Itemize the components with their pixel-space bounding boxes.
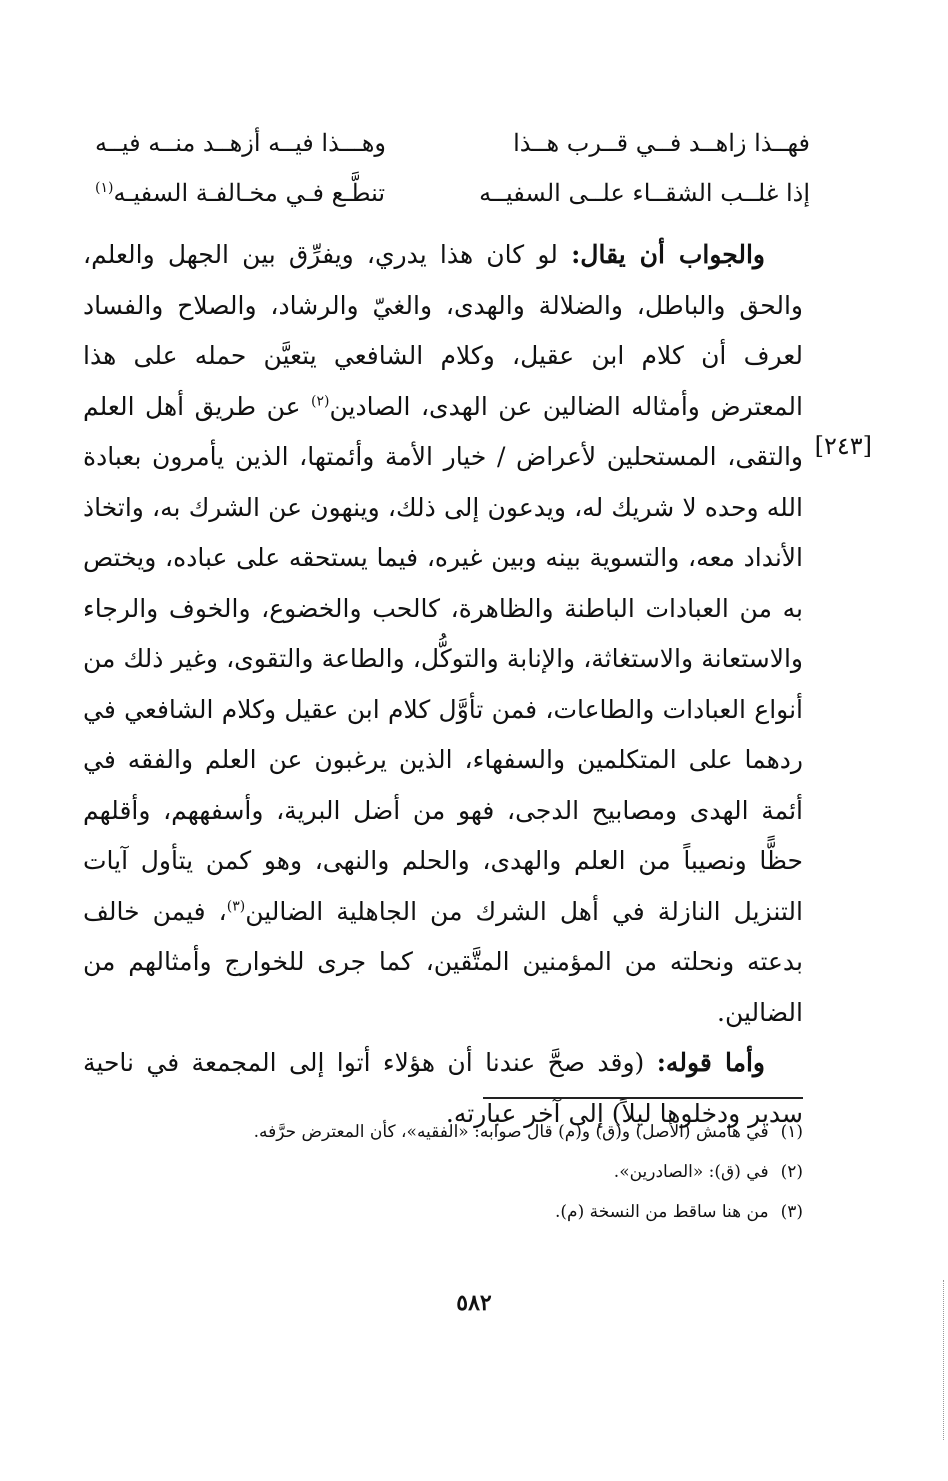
saying-text: (وقد صحَّ عندنا أن هؤلاء أتوا إلى المجمعة في ناحية سدير ودخلوها ليلاً) إلى آخر عبارته. xyxy=(83,1048,803,1128)
footnote-ref-1: (١) xyxy=(95,180,114,196)
saying-lead: وأما قوله: xyxy=(656,1048,765,1077)
answer-text-part-3: ، فيمن خالف بدعته ونحلته من المؤمنين المتَّقين، كما جرى للخوارج وأمثالهم من الضالين. xyxy=(83,896,803,1027)
footnote-3 xyxy=(83,1192,803,1232)
footnotes xyxy=(83,1112,803,1232)
footnote-3-text: من هنا ساقط من النسخة (م). xyxy=(555,1202,769,1222)
page-number: ٥٨٢ xyxy=(456,1290,492,1316)
footnote-2-number: (٢) xyxy=(780,1162,803,1182)
main-text xyxy=(83,230,803,1139)
verse-1-first-hemistich: فهــذا زاهــد فــي قــرب هــذا xyxy=(513,129,810,157)
verse-2-first-hemistich: إذا غلــب الشقــاء علــى السفيــه xyxy=(479,179,810,207)
footnote-2-text: في (ق): «الصادرين». xyxy=(613,1162,769,1182)
footnote-1-number: (١) xyxy=(780,1122,803,1142)
answer-lead: والجواب أن يقال: xyxy=(571,240,766,269)
footnote-2 xyxy=(83,1152,803,1192)
poem-verse-1 xyxy=(95,118,810,168)
poem-block xyxy=(95,118,810,218)
footnote-ref-2: (٢) xyxy=(311,393,330,410)
verse-1-second-hemistich: وهـــذا فيــه أزهــد منــه فيــه xyxy=(95,129,387,157)
original-page-reference: [٢٤٣] xyxy=(814,432,872,460)
verse-2-second-hemistich xyxy=(95,168,385,218)
footnote-1-text: في هامش (الأصل) و(ق) و(م) قال صوابه: «الفقيه»، كأن المعترض حرَّفه. xyxy=(253,1122,769,1142)
scan-margin-dots xyxy=(943,1280,944,1440)
verse-2-second-text: تنطَّـع فـي مخـالفـة السفيـه xyxy=(113,179,385,207)
footnote-3-number: (٣) xyxy=(780,1202,803,1222)
footnote-1 xyxy=(83,1112,803,1152)
answer-text-part-2: عن طريق أهل العلم والتقى، المستحلين لأعراض / خيار الأمة وأئمتها، الذين يأمرون بعبادة الله وحده لا شريك له، ويدعون إلى ذلك، وينهون عن الشرك به، واتخاذ الأنداد معه، والتسوية بينه وبين غيره، فيما يستحقه على عباده، ويختص به من العبادات الباطنة والظاهرة، كالحب والخضوع، والخوف والرجاء والاستعانة والاستغاثة، والإنابة والتوكُّل، والطاعة والتقوى، وغير ذلك من أنواع العبادات والطاعات، فمن تأوَّل كلام ابن عقيل وكلام الشافعي في ردهما على المتكلمين والسفهاء، الذين يرغبون عن العلم والفقه في أئمة الهدى ومصابيح الدجى، فهو من أضل البرية، وأسفههم، وأقلهم حظًّا ونصيباً من العلم والهدى، والحلم والنهى، وهو كمن يتأول آيات التنزيل النازلة في أهل الشرك من الجاهلية الضالين xyxy=(83,391,803,926)
paragraph-answer xyxy=(83,230,803,1038)
footnote-separator xyxy=(483,1097,803,1099)
footnote-ref-3: (٣) xyxy=(226,898,246,915)
answer-text-part-1: لو كان هذا يدري، ويفرِّق بين الجهل والعلم، والحق والباطل، والضلالة والهدى، والغيّ والرشاد، والصلاح والفساد لعرف أن كلام ابن عقيل، وكلام الشافعي يتعيَّن حمله على هذا المعترض وأمثاله الضالين عن الهدى، الصادين xyxy=(83,240,803,421)
poem-verse-2 xyxy=(95,168,810,218)
